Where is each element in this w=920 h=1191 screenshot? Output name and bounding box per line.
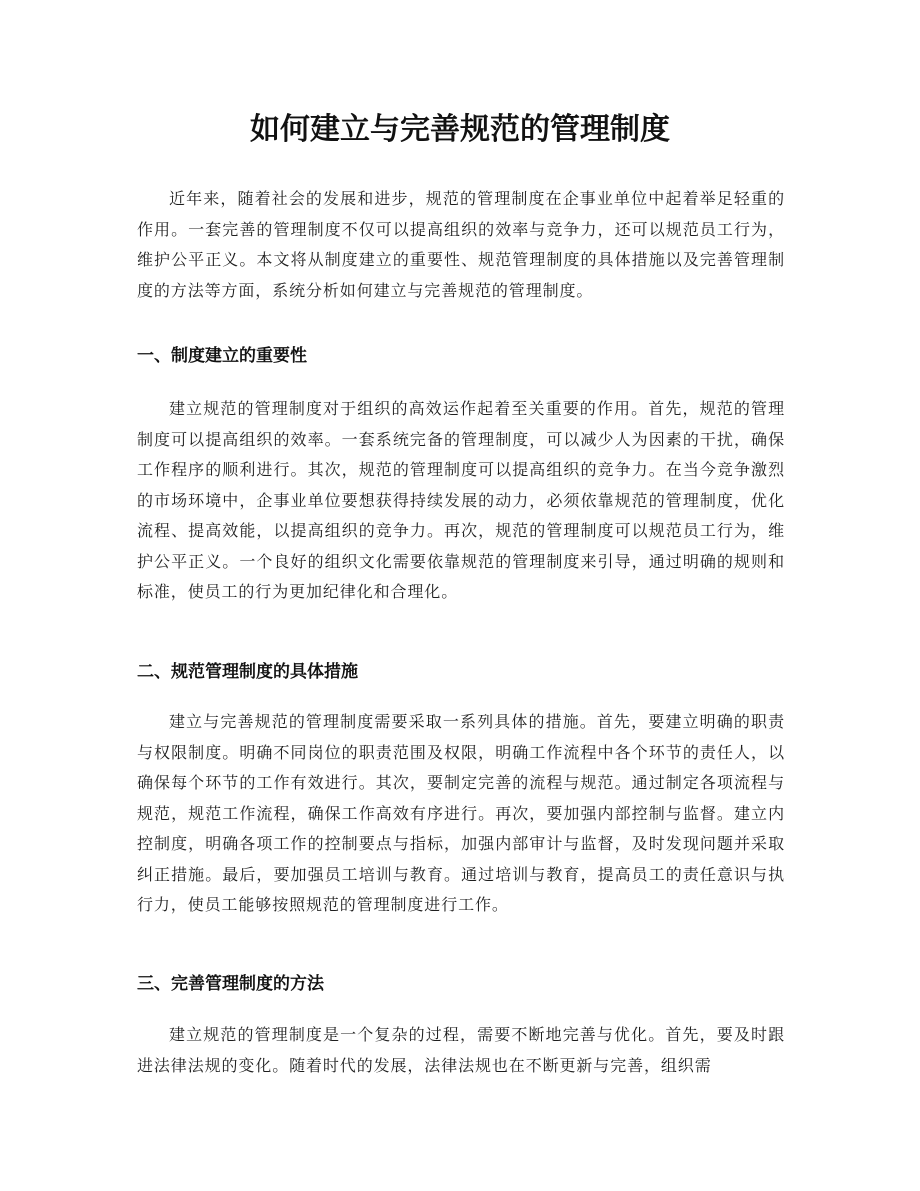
section-2-paragraph: 建立与完善规范的管理制度需要采取一系列具体的措施。首先，要建立明确的职责与权限制度。明确不同岗位的职责范围及权限，明确工作流程中各个环节的责任人，以确保每个环节的工作有效进行。其次，要制定完善的流程与规范。通过制定各项流程与规范，规范工作流程，确保工作高效有序进行。再次，要加强内部控制与监督。建立内控制度，明确各项工作的控制要点与指标，加强内部审计与监督，及时发现问题并采取纠正措施。最后，要加强员工培训与教育。通过培训与教育，提高员工的责任意识与执行力，使员工能够按照规范的管理制度进行工作。 <box>137 712 785 914</box>
section-3-heading: 三、完善管理制度的方法 <box>137 974 324 994</box>
document-title: 如何建立与完善规范的管理制度 <box>250 112 670 147</box>
section-3-paragraph: 建立规范的管理制度是一个复杂的过程，需要不断地完善与优化。首先，要及时跟进法律法规的变化。随着时代的发展，法律法规也在不断更新与完善，组织需 <box>137 1025 785 1075</box>
section-2-heading: 二、规范管理制度的具体措施 <box>137 662 358 682</box>
section-1-paragraph: 建立规范的管理制度对于组织的高效运作起着至关重要的作用。首先，规范的管理制度可以提高组织的效率。一套系统完备的管理制度，可以减少人为因素的干扰，确保工作程序的顺利进行。其次，规范的管理制度可以提高组织的竞争力。在当今竞争激烈的市场环境中，企事业单位要想获得持续发展的动力，必须依靠规范的管理制度，优化流程、提高效能，以提高组织的竞争力。再次，规范的管理制度可以规范员工行为，维护公平正义。一个良好的组织文化需要依靠规范的管理制度来引导，通过明确的规则和标准，使员工的行为更加纪律化和合理化。 <box>137 399 785 601</box>
section-1-heading: 一、制度建立的重要性 <box>137 346 307 366</box>
intro-paragraph: 近年来，随着社会的发展和进步，规范的管理制度在企事业单位中起着举足轻重的作用。一套完善的管理制度不仅可以提高组织的效率与竞争力，还可以规范员工行为，维护公平正义。本文将从制度建立的重要性、规范管理制度的具体措施以及完善管理制度的方法等方面，系统分析如何建立与完善规范的管理制度。 <box>137 189 785 300</box>
